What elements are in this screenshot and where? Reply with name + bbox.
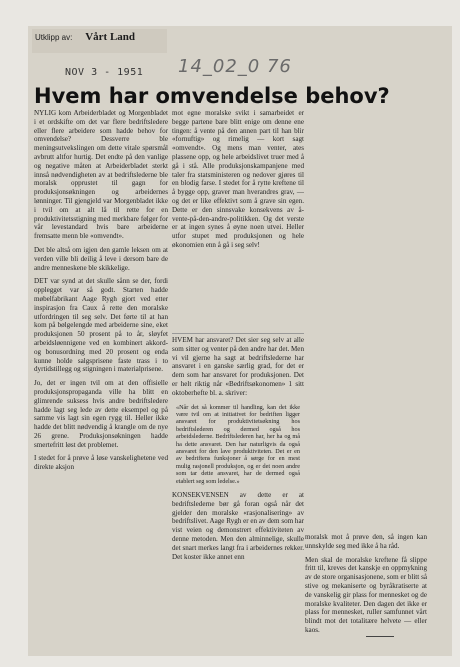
paragraph: Men skal de moralske kreftene få slippe fritt til, kreves det kanskje en oppmykning av de store organisasjonene, som er blitt så stive og mekaniserte og byråkratiserte at de vanskelig gir plass for mennesket og de moralske kvaliteter. Den dagen det ikke er plass for mennesket, ruller samfunnet vårt blindt mot det totalitære helvete — eller kaos. bbox=[305, 555, 427, 634]
handwritten-reference: 14_02_0 76 bbox=[178, 56, 292, 77]
article-column-1 bbox=[34, 109, 168, 654]
paragraph: DET var synd at det skulle sånn se der, fordi opplegget var så godt. Starten hadde møbelfabrikant Aage Rygh gjort ved etter inspirasjon fra Caux å rette den moralske utfordringen til seg selv. Det førte til at han kom på bølgelengde med arbeiderne sine, eket produksjonen 50 prosent på to år, sløyfet arbeidsløennigene ved en kombinert akkord- og bonusordning med 20 prosent og enda kunne holde salgsprisene faste trass i to dyrtidstillegg og stigningen i materialprisene. bbox=[34, 277, 168, 374]
article-column-2-continued bbox=[172, 336, 304, 666]
date-stamp: NOV 3 - 1951 bbox=[65, 67, 144, 78]
clipping-source-label bbox=[32, 29, 167, 53]
paragraph: mot egne moralske svikt i samarbeidet er begge partene bare blitt enige om denne ene tingen: å vente på den annen part til han blir «fornuftig» og rimelig — kort sagt «omvendt». Og mens man venter, ates plassene opp, og hele arbeidslivet truer med å gå i stå. Alle produksjonskampanjene med taler fra statsministeren og nedover gjøres til en blodig farse. I stedet for å rytte kreftene til å bygge opp, graver man hverandres grav, — og det er like effektivt som å grave sin egen. Dette er den sinnsvake konsekvens av å-vente-på-den-andre-politikken. Og det verste er at ingen synes å øyne noen utvei. Heller utfor stupet med produksjonen og hele økonomien enn å gå i seg selv! bbox=[172, 109, 304, 249]
paragraph: HVEM har ansvaret? Det sier seg selv at alle som sitter og venter på den andre har det. Men vi vil gjerne ha sagt at bedriftslederne har ansvaret i en ganske særlig grad, for det er dem som har ansvaret for produksjonen. Det er helt riktig når «Bedriftsøkonomen» 1 sitt oktoberhefte bl. a. skriver: bbox=[172, 336, 304, 397]
paragraph: Jo, det er ingen tvil om at den offisielle produksjonspropaganda ville ha blitt en glimrende suksess hvis andre bedriftsledere hadde lagt seg lede av dette eksempel og på samme vis lagt sin egen rygg til. Heller ikke hadde det blitt nødvendig å krangle om de nye 26 grene. Produksjonsøkningen hadde smertefritt løst det problemet. bbox=[34, 379, 168, 449]
paragraph: Det ble altså om igjen den gamle leksen om at verden ville bli deilig å leve i dersom bare de andre menneskene ble skikkelige. bbox=[34, 245, 168, 272]
paragraph: moralsk mot å prøve den, så ingen kan unnskylde seg med ikke å ha råd. bbox=[305, 533, 427, 550]
paragraph: I stedet for å prøve å løse vanskelighetene ved direkte aksjon bbox=[34, 454, 168, 472]
quoted-passage: «Når det så kommer til handling, kan det ikke være tvil om at initiativet for bedriften ligger ansvaret for produktivitetsøkning hos bedriftslederen og dermed også hos arbeidslederne. Bedriftslederen har, her ha og må ha dette ansvaret. Den har naturligvis da også ansvaret for den lave produktiviteten. Det er en av bedriftens funksjoner å sørge for en mest mulig rasjonell produksjon, og er det noen andre som tar dette ansvaret, har de dermed også etablert seg som ledelse.» bbox=[176, 403, 300, 485]
article-column-3 bbox=[305, 533, 427, 640]
paragraph: KONSEKVENSEN av dette er at bedriftslederne bør gå foran også når det gjelder den moralske «rasjonalisering» av bedriftslivet. Aage Rygh er en av dem som har vist veien og demonstrert effektiviteten av denne metoden. Men den alminnelige, skulle det snart merkes langt fra i arbeidernes rekker. Det koster ikke annet enn bbox=[172, 491, 304, 561]
article-headline: Hvem har omvendelse behov? bbox=[34, 84, 390, 108]
clipping-label: Utklipp av: bbox=[35, 33, 73, 42]
end-rule bbox=[366, 636, 394, 637]
clipping-source: Vårt Land bbox=[85, 31, 136, 43]
column-divider bbox=[172, 333, 304, 334]
article-column-2 bbox=[172, 109, 304, 332]
paragraph: NYLIG kom Arbeiderbladet og Morgenbladet i et ordskifte om det var flere bedriftsledere eller flere arbeidere som hadde behov for omvendelse? Dessverre ble meningsutvekslingen om dette vitale spørsmål avbrutt altfor hurtig. Det endte på den vanlige og negative måten at Arbeiderbladet sterkt innså nødvendigheten av at bedriftslederne ble moralsk opprustet til gagn for produksjonsøkningen og arbeidernes lønninger. Til gjengjeld var Morgenbladet ikke i tvil om at alt lå til rette for en produktivitetsstigning med merkbare følger for vår levestandard hvis bare arbeiderne fremsatte menn ble «omvendt». bbox=[34, 109, 168, 241]
